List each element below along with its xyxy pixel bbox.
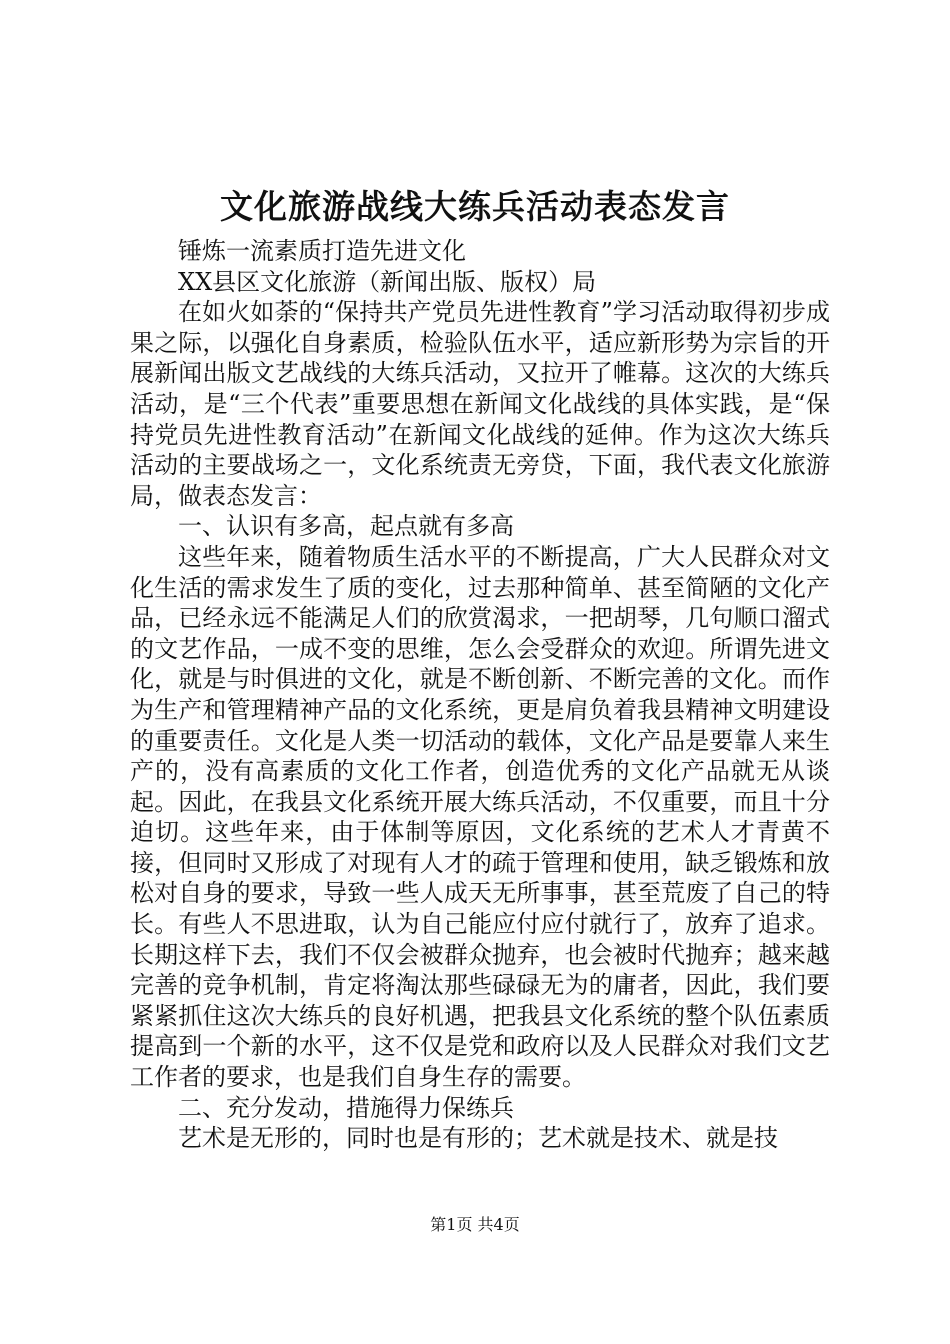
section-heading-1: 一、认识有多高，起点就有多高 bbox=[178, 512, 514, 541]
body-paragraph-1: 这些年来，随着物质生活水平的不断提高，广大人民群众对文化生活的需求发生了质的变化，过去那种简单、甚至简陋的文化产品，已经永远不能满足人们的欣赏渴求，一把胡琴，几句顺口溜式的文艺作品，一成不变的思维，怎么会受群众的欢迎。所谓先进文化，就是与时俱进的文化，就是不断创新、不断完善的文化。而作为生产和管理精神产品的文化系统，更是肩负着我县精神文明建设的重要责任。文化是人类一切活动的载体，文化产品是要靠人来生产的，没有高素质的文化工作者，创造优秀的文化产品就无从谈起。因此，在我县文化系统开展大练兵活动，不仅重要，而且十分迫切。这些年来，由于体制等原因，文化系统的艺术人才青黄不接，但同时又形成了对现有人才的疏于管理和使用，缺乏锻炼和放松对自身的要求，导致一些人成天无所事事，甚至荒废了自己的特长。有些人不思进取，认为自己能应付应付就行了，放弃了追求。长期这样下去，我们不仅会被群众抛弃，也会被时代抛弃；越来越完善的竞争机制，肯定将淘汰那些碌碌无为的庸者，因此，我们要紧紧抓住这次大练兵的良好机遇，把我县文化系统的整个队伍素质提高到一个新的水平，这不仅是党和政府以及人民群众对我们文艺工作者的要求，也是我们自身生存的需要。 bbox=[130, 542, 830, 1092]
body-paragraph-2: 艺术是无形的，同时也是有形的；艺术就是技术、就是技 bbox=[178, 1124, 778, 1153]
section-heading-2: 二、充分发动，措施得力保练兵 bbox=[178, 1093, 514, 1122]
organization-paragraph: XX县区文化旅游（新闻出版、版权）局 bbox=[178, 267, 597, 296]
document-body bbox=[130, 236, 830, 1154]
document-title: 文化旅游战线大练兵活动表态发言 bbox=[220, 187, 730, 226]
intro-paragraph: 在如火如荼的“保持共产党员先进性教育”学习活动取得初步成果之际，以强化自身素质，检验队伍水平，适应新形势为宗旨的开展新闻出版文艺战线的大练兵活动，又拉开了帷幕。这次的大练兵活动，是“三个代表”重要思想在新闻文化战线的具体实践，是“保持党员先进性教育活动”在新闻文化战线的延伸。作为这次大练兵活动的主要战场之一，文化系统责无旁贷，下面，我代表文化旅游局，做表态发言： bbox=[130, 298, 830, 510]
subtitle-paragraph: 锤炼一流素质打造先进文化 bbox=[178, 237, 466, 265]
page-number-footer: 第1页 共4页 bbox=[430, 1215, 520, 1234]
